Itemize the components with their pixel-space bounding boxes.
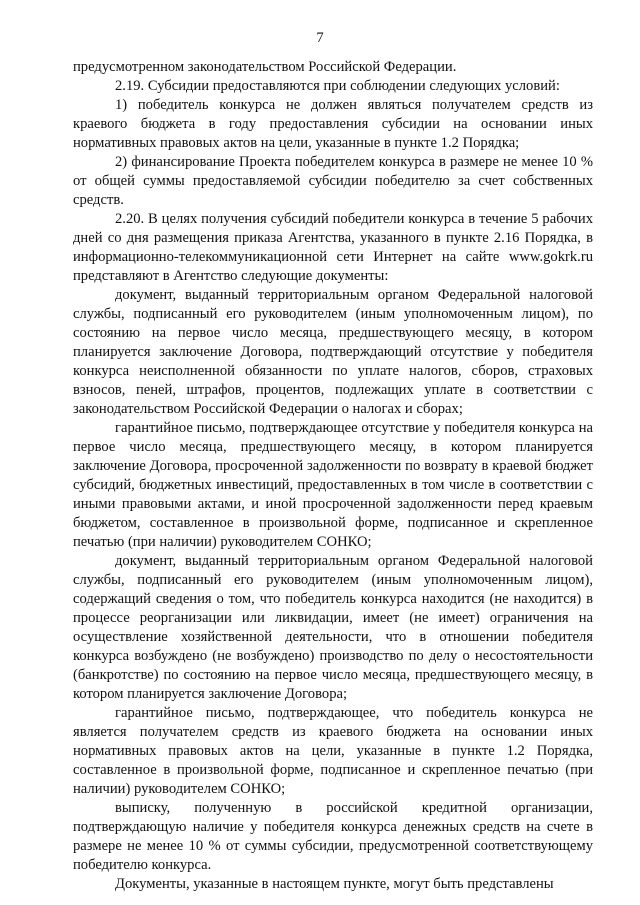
paragraph-condition-2: 2) финансирование Проекта победителем конкурса в размере не менее 10 % от общей суммы предоставляемой субсидии победителю за счет собственных средств. <box>73 154 593 208</box>
paragraph-reorganization-document: документ, выданный территориальным органом Федеральной налоговой службы, подписанный его руководителем (иным уполномоченным лицом), содержащий сведения о том, что победитель конкурса находится (не находится) в процессе реорганизации или ликвидации, имеет (не имеет) ограничения на осуществление хозяйственной деятельности, что в отношении победителя конкурса возбуждено (не возбуждено) производство по делу о несостоятельности (банкротстве) по состоянию на первое число месяца, предшествующего месяцу, в котором планируется заключение Договора; <box>73 553 593 702</box>
document-body <box>73 58 593 894</box>
paragraph-documents-submission: Документы, указанные в настоящем пункте, могут быть представлены <box>115 876 554 892</box>
paragraph-2-20: 2.20. В целях получения субсидий победители конкурса в течение 5 рабочих дней со дня размещения приказа Агентства, указанного в пункте 2.16 Порядка, в информационно-телекоммуникационной сети Интернет на сайте www.gokrk.ru представляют в Агентство следующие документы: <box>73 211 593 284</box>
paragraph-guarantee-letter-budget: гарантийное письмо, подтверждающее, что победитель конкурса не является получателем средств из краевого бюджета на основании иных нормативных правовых актов на цели, указанные в пункте 1.2 Порядка, составленное в произвольной форме, подписанное и скрепленное печатью (при наличии) руководителем СОНКО; <box>73 705 593 797</box>
paragraph-continuation: предусмотренном законодательством Российской Федерации. <box>73 59 457 75</box>
paragraph-bank-statement: выписку, полученную в российской кредитной организации, подтверждающую наличие у победителя конкурса денежных средств на счете в размере не менее 10 % от суммы субсидии, предусмотренной соответствующему победителю конкурса. <box>73 800 593 873</box>
paragraph-guarantee-letter-debt: гарантийное письмо, подтверждающее отсутствие у победителя конкурса на первое число месяца, предшествующего месяцу, в котором планируется заключение Договора, просроченной задолженности по возврату в краевой бюджет субсидий, бюджетных инвестиций, предоставленных в том числе в соответствии с иными правовыми актами, и иной просроченной задолженности перед краевым бюджетом, составленное в произвольной форме, подписанное и скрепленное печатью (при наличии) руководителем СОНКО; <box>73 420 593 550</box>
paragraph-condition-1: 1) победитель конкурса не должен являться получателем средств из краевого бюджета в году предоставления субсидии на основании иных нормативных правовых актов на цели, указанные в пункте 1.2 Порядка; <box>73 97 593 151</box>
paragraph-2-19: 2.19. Субсидии предоставляются при соблюдении следующих условий: <box>115 78 560 94</box>
page-number: 7 <box>316 30 324 46</box>
paragraph-tax-document: документ, выданный территориальным органом Федеральной налоговой службы, подписанный его руководителем (иным уполномоченным лицом), по состоянию на первое число месяца, предшествующего месяцу, в котором планируется заключение Договора, подтверждающий отсутствие у победителя конкурса неисполненной обязанности по уплате налогов, сборов, страховых взносов, пеней, штрафов, процентов, подлежащих уплате в соответствии с законодательством Российской Федерации о налогах и сборах; <box>73 287 593 417</box>
